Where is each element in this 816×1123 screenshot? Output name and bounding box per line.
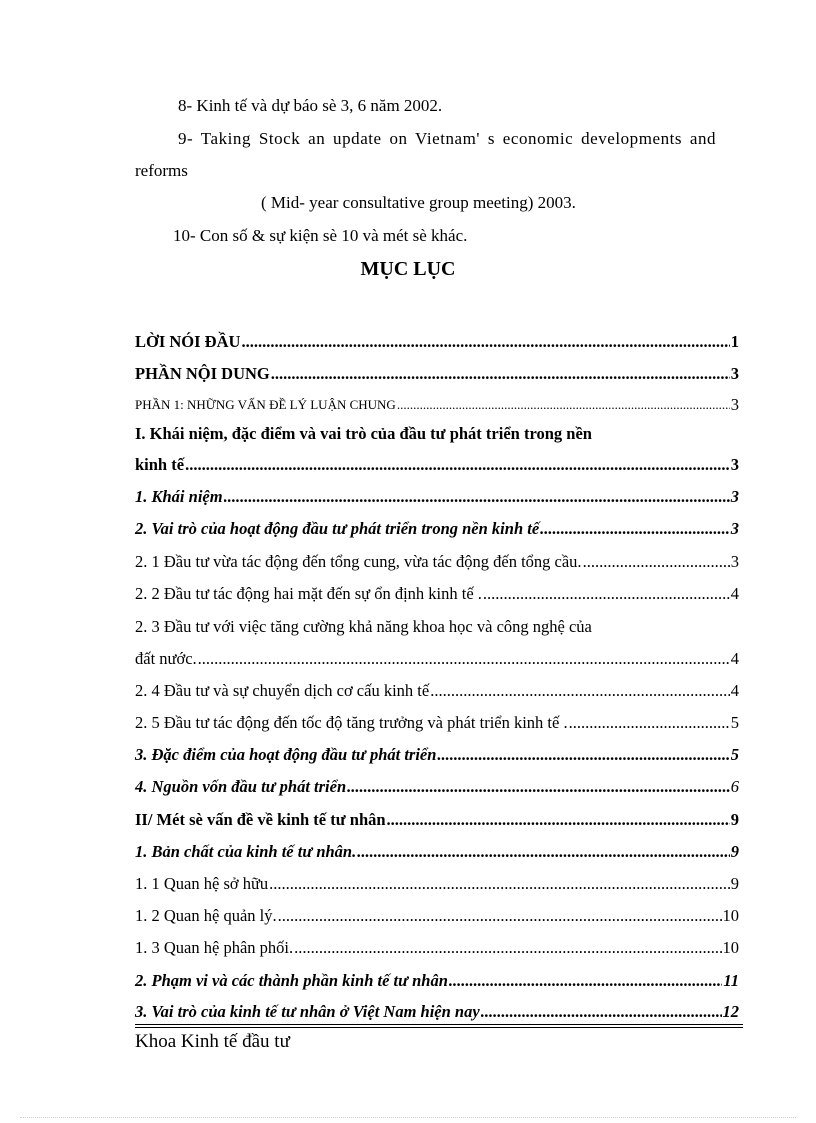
toc-entry[interactable] (135, 455, 739, 475)
toc-entry-text: 1. 2 Quan hệ quản lý. (135, 906, 277, 925)
toc-entry-text: 2. 1 Đầu tư vừa tác động đến tổng cung, vừa tác động đến tổng cầu. (135, 552, 582, 571)
toc-leader (387, 810, 730, 830)
toc-entry[interactable] (135, 906, 739, 926)
toc-entry-text: 3. Đặc điểm của hoạt động đầu tư phát triển (135, 745, 437, 764)
reference-8: 8- Kinh tế và dự báo sè 3, 6 năm 2002. (178, 96, 443, 115)
toc-entry-text: 1. Khái niệm (135, 487, 223, 506)
reference-10: 10- Con số & sự kiện sè 10 và mét sè khác. (173, 226, 468, 245)
toc-title: MỤC LỤC (360, 258, 456, 280)
toc-entry-text: 2. Phạm vi và các thành phần kinh tế tư nhân (135, 971, 448, 990)
toc-leader (481, 1002, 722, 1022)
toc-leader (241, 332, 729, 352)
toc-entry-page: 10 (722, 938, 739, 957)
toc-entry-page: 9 (730, 874, 739, 893)
toc-entry-page: 4 (730, 584, 739, 603)
toc-leader (430, 681, 730, 701)
toc-entry-page: 3 (730, 455, 739, 474)
toc-entry-page: 3 (730, 519, 739, 538)
toc-entry-text: 2. 4 Đầu tư và sự chuyển dịch cơ cấu kinh tế (135, 681, 430, 700)
toc-entry-text: kinh tế (135, 455, 185, 474)
toc-entry-text: LỜI NÓI ĐẦU (135, 332, 241, 351)
toc-entry[interactable] (135, 777, 739, 797)
toc-leader (185, 455, 730, 475)
toc-entry-page: 9 (730, 842, 739, 861)
page-edge-divider (20, 1117, 796, 1118)
toc-leader (347, 777, 730, 797)
toc-entry-text: 1. Bản chất của kinh tế tư nhân. (135, 842, 357, 861)
toc-entry-text: đất nước. (135, 649, 197, 668)
toc-leader (224, 487, 730, 507)
toc-entry-text: 4. Nguồn vốn đầu tư phát triển (135, 777, 347, 796)
toc-entry[interactable] (135, 424, 739, 444)
toc-entry-page: 11 (723, 971, 739, 990)
toc-entry-text: 1. 3 Quan hệ phân phối. (135, 938, 294, 957)
toc-entry[interactable] (135, 584, 739, 604)
reference-9-line2: reforms (135, 161, 188, 180)
toc-leader (583, 552, 730, 572)
toc-entry-page: 4 (730, 681, 739, 700)
toc-entry[interactable] (135, 938, 739, 958)
footer-divider (135, 1027, 743, 1028)
toc-entry-page: 5 (730, 745, 739, 764)
toc-leader (357, 842, 730, 862)
toc-entry-text: I. Khái niệm, đặc điểm và vai trò của đầu tư phát triển trong nền (135, 424, 592, 443)
toc-entry-page: 4 (730, 649, 739, 668)
footer-divider (135, 1024, 743, 1025)
reference-9-line1-text: 9- Taking Stock an update on Vietnam' s economic developments and (178, 129, 717, 148)
toc-entry[interactable] (135, 649, 739, 669)
toc-entry-page: 3 (730, 552, 739, 571)
toc-entry[interactable] (135, 842, 739, 862)
toc-entry[interactable] (135, 745, 739, 765)
toc-entry-page: 5 (730, 713, 739, 732)
toc-entry-page: 1 (730, 332, 739, 351)
toc-entry[interactable] (135, 617, 739, 637)
toc-leader (449, 971, 723, 991)
toc-entry[interactable] (135, 332, 739, 352)
toc-entry-page: 9 (730, 810, 739, 829)
page-footer: Khoa Kinh tế đầu tư (135, 1031, 290, 1052)
toc-leader (397, 395, 730, 415)
toc-entry[interactable] (135, 810, 739, 830)
toc-entry-text: II/ Mét sè vấn đề về kinh tế tư nhân (135, 810, 386, 829)
toc-entry-text: 1. 1 Quan hệ sở hữu (135, 874, 269, 893)
toc-entry-page: 6 (730, 777, 739, 796)
toc-leader (278, 906, 722, 926)
toc-leader (294, 938, 721, 958)
toc-entry-text: 3. Vai trò của kinh tế tư nhân ở Việt Nam hiện nay (135, 1002, 480, 1021)
toc-entry[interactable] (135, 552, 739, 572)
toc-leader (483, 584, 730, 604)
toc-entry-page: 3 (730, 395, 739, 414)
toc-entry[interactable] (135, 364, 739, 384)
toc-entry-page: 3 (730, 364, 739, 383)
toc-entry-text: 2. 5 Đầu tư tác động đến tốc độ tăng trưởng và phát triển kinh tế . (135, 713, 568, 732)
toc-entry[interactable] (135, 395, 739, 415)
toc-leader (198, 649, 730, 669)
toc-leader (437, 745, 729, 765)
toc-entry[interactable] (135, 713, 739, 733)
toc-entry-text: 2. 3 Đầu tư với việc tăng cường khả năng khoa học và công nghệ của (135, 617, 592, 636)
toc-entry-text: 2. Vai trò của hoạt động đầu tư phát triển trong nền kinh tế (135, 519, 540, 538)
toc-leader (271, 364, 730, 384)
toc-entry-page: 12 (722, 1002, 739, 1021)
toc-entry-page: 10 (722, 906, 739, 925)
toc-entry[interactable] (135, 1002, 739, 1022)
toc-leader (569, 713, 730, 733)
toc-leader (269, 874, 730, 894)
toc-entry-text: PHẦN NỘI DUNG (135, 364, 270, 383)
toc-entry[interactable] (135, 681, 739, 701)
toc-entry-page: 3 (730, 487, 739, 506)
toc-entry[interactable] (135, 874, 739, 894)
toc-leader (540, 519, 730, 539)
toc-entry[interactable] (135, 519, 739, 539)
toc-entry-text: PHẦN 1: NHỮNG VẤN ĐỀ LÝ LUẬN CHUNG (135, 397, 396, 412)
reference-9-line1 (178, 129, 739, 149)
reference-9-line3: ( Mid- year consultative group meeting) 2003. (261, 193, 576, 212)
toc-entry[interactable] (135, 971, 739, 991)
toc-entry-text: 2. 2 Đầu tư tác động hai mặt đến sự ổn định kinh tế . (135, 584, 482, 603)
toc-entry[interactable] (135, 487, 739, 507)
